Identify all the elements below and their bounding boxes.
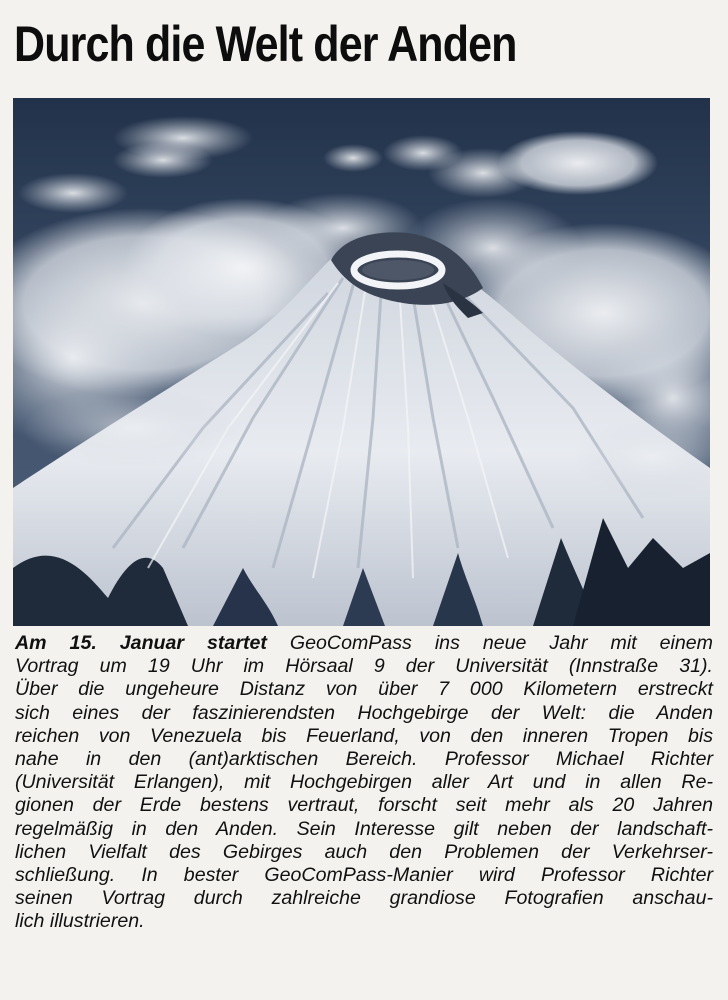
article-text [15, 632, 713, 934]
article-line-7: (Universität Erlangen), mit Hochgebirgen aller Art und in allen Re- [15, 771, 713, 794]
article-line-13: lich illustrieren. [15, 910, 145, 933]
article-line-9: regelmäßig in den Anden. Sein Interesse gilt neben der landschaft- [15, 817, 713, 840]
volcano-photo [13, 98, 710, 626]
article-lead: Am 15. Januar startet [15, 632, 267, 654]
article-line-11: schließung. In bester GeoComPass-Manier wird Professor Richter [15, 864, 713, 887]
article-line-3: Über die ungeheure Distanz von über 7 000 Kilometern erstreckt [15, 678, 713, 701]
headline: Durch die Welt der Anden [14, 16, 517, 72]
article-line-12: seinen Vortrag durch zahlreiche grandiose Fotografien anschau- [15, 887, 713, 910]
article-line-10: lichen Vielfalt des Gebirges auch den Problemen der Verkehrser- [15, 840, 713, 863]
article-line-2: Vortrag um 19 Uhr im Hörsaal 9 der Universität (Innstraße 31). [15, 655, 713, 678]
article-line-8: gionen der Erde bestens vertraut, forscht seit mehr als 20 Jahren [15, 794, 713, 817]
article-line-6: nahe in den (ant)arktischen Bereich. Professor Michael Richter [15, 748, 713, 771]
article-line-4: sich eines der faszinierendsten Hochgebirge der Welt: die Anden [15, 701, 713, 724]
article-line-1 [15, 632, 713, 655]
article-line-1-rest: GeoComPass ins neue Jahr mit einem [266, 632, 713, 654]
article-line-5: reichen von Venezuela bis Feuerland, von den inneren Tropen bis [15, 724, 713, 747]
